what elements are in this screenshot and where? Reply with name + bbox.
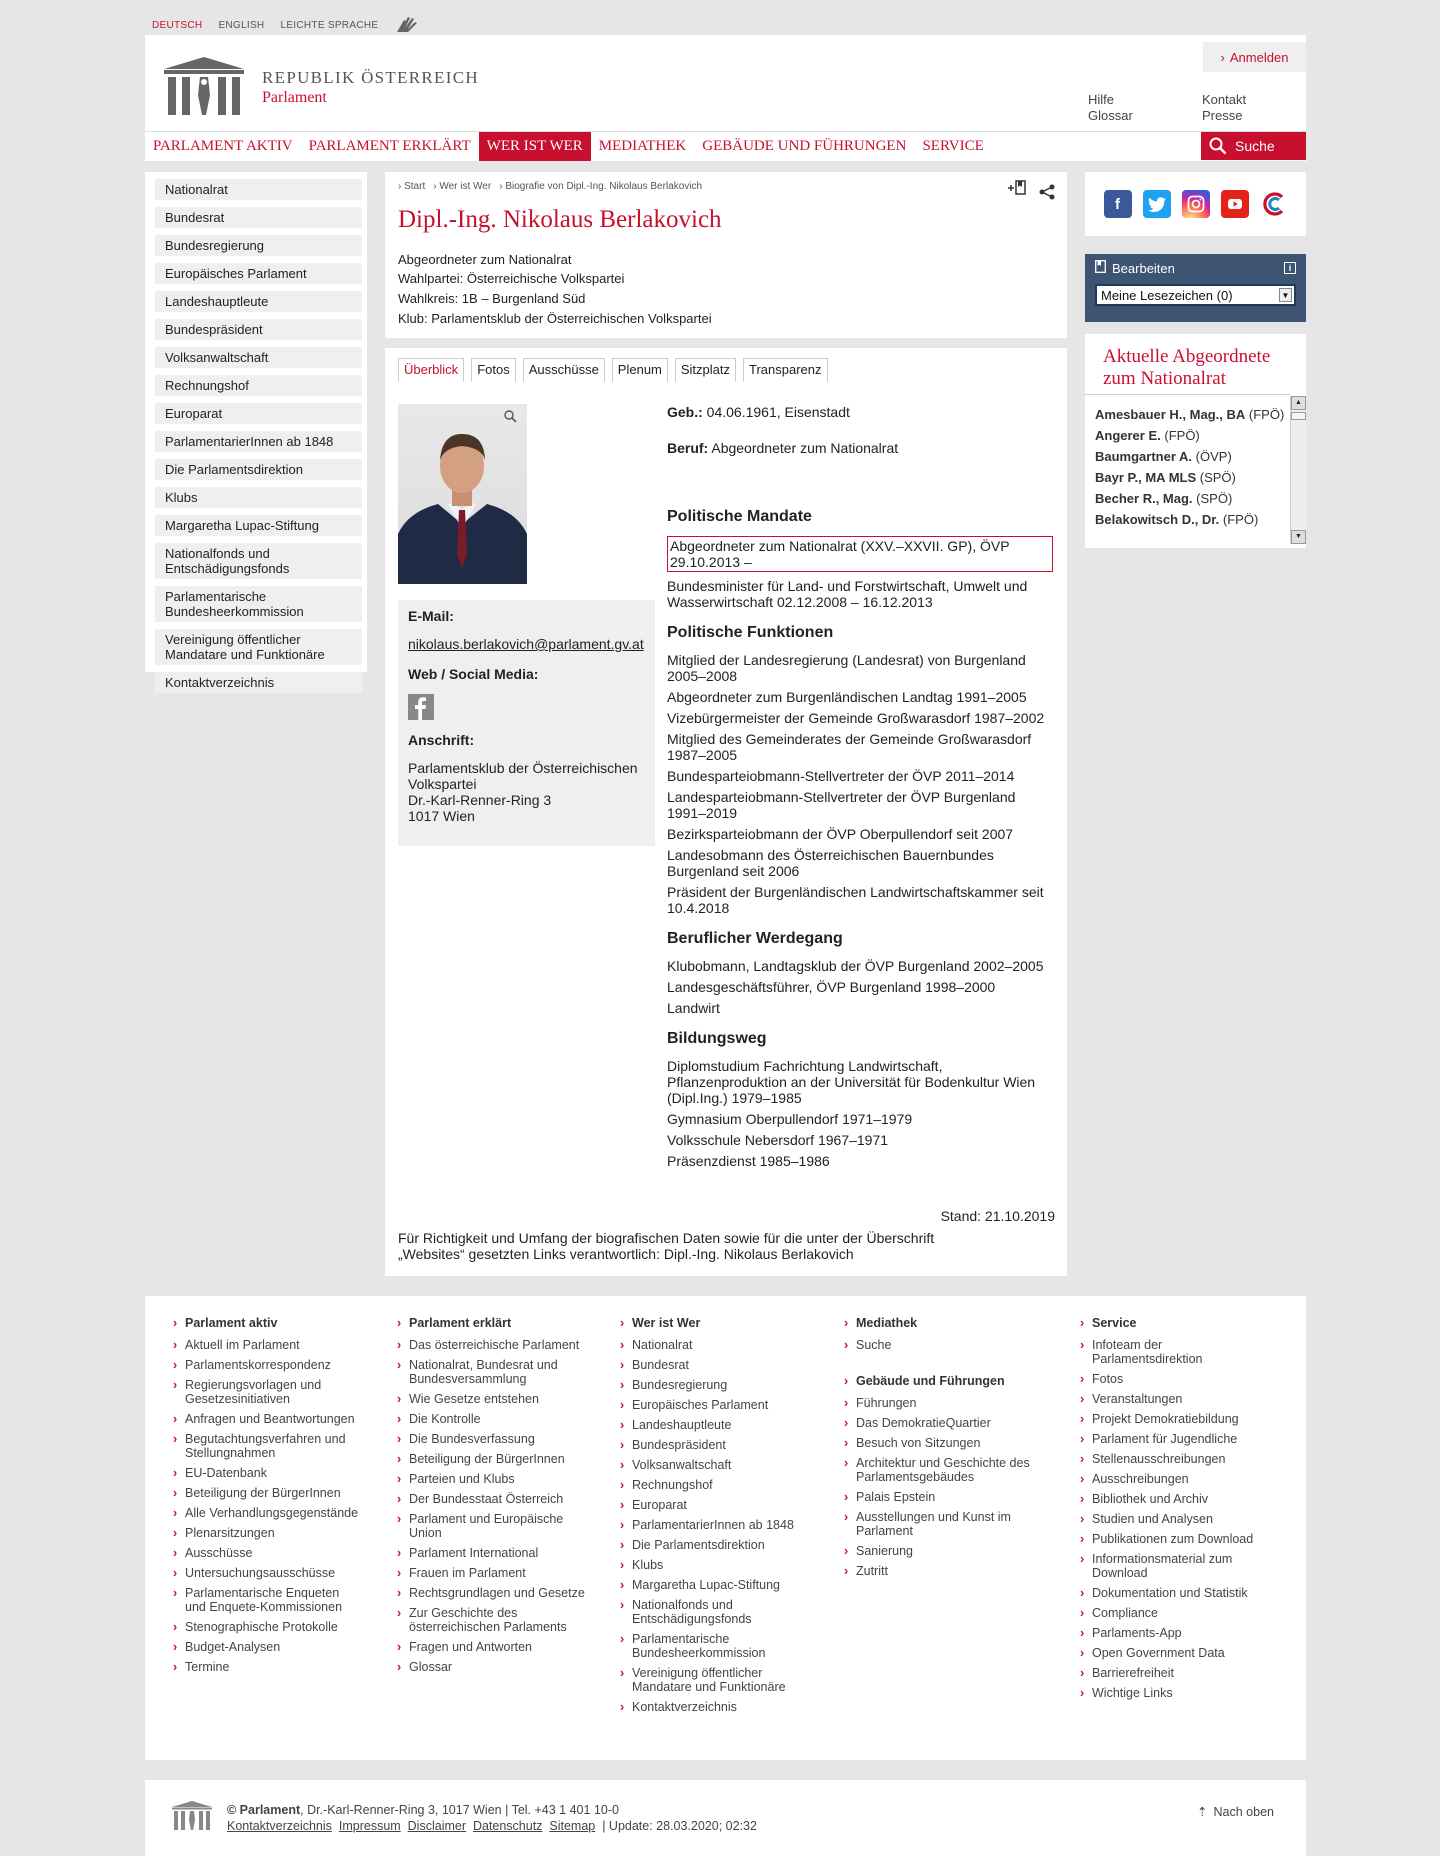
footer-link[interactable]: › Parlamentarische Enqueten und Enquete-Kommissionen: [173, 1586, 363, 1614]
sidebar-item-bundesrat[interactable]: Bundesrat: [155, 207, 362, 228]
update-info: | Update: 28.03.2020; 02:32: [602, 1819, 757, 1833]
logo-subtitle: Parlament: [262, 88, 327, 106]
sidebar-item-bundesheerkommission[interactable]: Parlamentarische Bundesheerkommission: [155, 586, 362, 622]
footer-link[interactable]: › Termine: [173, 1660, 363, 1674]
sign-language-icon[interactable]: [394, 14, 420, 37]
footer-imprint: [227, 1802, 757, 1834]
sidebar-item-europarat[interactable]: Europarat: [155, 403, 362, 424]
summary-club: Klub: Parlamentsklub der Österreichischen Volkspartei: [398, 311, 712, 326]
birth-info: Geb.: 04.06.1961, Eisenstadt: [667, 404, 850, 420]
edit-label[interactable]: Bearbeiten: [1112, 260, 1175, 276]
site-header: [145, 35, 1306, 161]
footer-heading[interactable]: › Parlament erklärt: [397, 1316, 587, 1330]
glossary-link[interactable]: Glossar: [1088, 108, 1133, 123]
footer-link-kontaktverzeichnis[interactable]: Kontaktverzeichnis: [227, 1819, 332, 1833]
help-link[interactable]: Hilfe: [1088, 92, 1115, 107]
lang-leichte-sprache[interactable]: LEICHTE SPRACHE: [280, 20, 379, 31]
footer-link[interactable]: › Nationalfonds und Entschädigungsfonds: [620, 1598, 810, 1626]
footer-link[interactable]: › Studien und Analysen: [1080, 1512, 1270, 1526]
bookmark-icon: [1095, 260, 1106, 276]
footer-heading[interactable]: › Mediathek: [844, 1316, 1034, 1330]
footer-link[interactable]: › Untersuchungsausschüsse: [173, 1566, 363, 1580]
footer-link[interactable]: › Parlament für Jugendliche: [1080, 1432, 1270, 1446]
nav-mediathek[interactable]: MEDIATHEK: [598, 138, 687, 154]
footer-link[interactable]: › Projekt Demokratiebildung: [1080, 1412, 1270, 1426]
nav-gebaeude-fuehrungen[interactable]: GEBÄUDE UND FÜHRUNGEN: [702, 138, 907, 154]
footer-link[interactable]: › Plenarsitzungen: [173, 1526, 363, 1540]
tab-ueberblick[interactable]: Überblick: [398, 358, 464, 382]
footer-sitemap: [145, 1296, 1306, 1760]
footer-link[interactable]: › Informationsmaterial zum Download: [1080, 1552, 1270, 1580]
twitter-icon[interactable]: [1143, 190, 1171, 218]
scroll-down-icon[interactable]: ▼: [1291, 530, 1306, 544]
footer-link[interactable]: › Suche: [844, 1338, 1034, 1352]
footer-link[interactable]: › Wie Gesetze entstehen: [397, 1392, 587, 1406]
scroll-thumb[interactable]: [1291, 412, 1306, 420]
nav-service[interactable]: SERVICE: [922, 138, 984, 154]
portrait-photo[interactable]: [398, 404, 527, 584]
function-item: Abgeordneter zum Burgenländischen Landtag 1991–2005: [667, 689, 1027, 705]
footer-link[interactable]: › Nationalrat: [620, 1338, 810, 1352]
education-item: Volksschule Nebersdorf 1967–1971: [667, 1132, 889, 1148]
address-label: Anschrift:: [408, 732, 475, 748]
list-item[interactable]: Belakowitsch D., Dr. (FPÖ): [1095, 512, 1259, 527]
footer-link[interactable]: › Das DemokratieQuartier: [844, 1416, 1034, 1430]
bookmarks-select[interactable]: Meine Lesezeichen (0) ▼: [1095, 284, 1296, 306]
list-item[interactable]: Amesbauer H., Mag., BA (FPÖ): [1095, 407, 1285, 422]
nav-wer-ist-wer[interactable]: WER IST WER: [479, 132, 591, 161]
sidebar-item-rechnungshof[interactable]: Rechnungshof: [155, 375, 362, 396]
footer-heading[interactable]: › Service: [1080, 1316, 1270, 1330]
function-item: Mitglied der Landesregierung (Landesrat) von Burgenland 2005–2008: [667, 652, 1026, 684]
footer-link[interactable]: › Palais Epstein: [844, 1490, 1034, 1504]
lang-deutsch[interactable]: DEUTSCH: [152, 20, 203, 31]
footer-link[interactable]: › Zutritt: [844, 1564, 1034, 1578]
footer-link-datenschutz[interactable]: Datenschutz: [472, 1819, 543, 1833]
members-list-scrollbar[interactable]: [1290, 396, 1306, 544]
footer-link[interactable]: › Parlamentskorrespondenz: [173, 1358, 363, 1372]
back-to-top-link[interactable]: ⇡ Nach oben: [1197, 1805, 1274, 1819]
breadcrumb: [398, 181, 702, 192]
footer-link[interactable]: › Frauen im Parlament: [397, 1566, 587, 1580]
footer-link[interactable]: › Beteiligung der BürgerInnen: [173, 1486, 363, 1500]
footer-link[interactable]: › Parlament International: [397, 1546, 587, 1560]
sidebar-item-vereinigung[interactable]: Vereinigung öffentlicher Mandatare und Funktionäre: [155, 629, 362, 665]
footer-link[interactable]: › Wichtige Links: [1080, 1686, 1270, 1700]
footer-link[interactable]: › EU-Datenbank: [173, 1466, 363, 1480]
footer-heading[interactable]: › Wer ist Wer: [620, 1316, 810, 1330]
section-politische-mandate: Politische Mandate: [667, 508, 812, 525]
education-item: Diplomstudium Fachrichtung Landwirtschaft, Pflanzenproduktion an der Universität für Bodenkultur Wien (Dipl.Ing.) 1979–1985: [667, 1058, 1036, 1106]
footer-link-sitemap[interactable]: Sitemap: [549, 1819, 596, 1833]
parliament-footer-logo-icon: [170, 1800, 214, 1835]
biography-sections: [667, 508, 1053, 1169]
email-link[interactable]: nikolaus.berlakovich@parlament.gv.at: [408, 636, 644, 652]
search-icon: [1209, 137, 1227, 155]
profile-body-panel: [385, 348, 1067, 1276]
logo-title: REPUBLIK ÖSTERREICH: [262, 67, 479, 87]
footer-link[interactable]: › Anfragen und Beantwortungen: [173, 1412, 363, 1426]
footer-link[interactable]: › Rechtsgrundlagen und Gesetze: [397, 1586, 587, 1600]
function-item: Landesobmann des Österreichischen Bauernbundes Burgenland seit 2006: [667, 847, 994, 879]
footer-link[interactable]: › Sanierung: [844, 1544, 1034, 1558]
footer-link[interactable]: › ParlamentarierInnen ab 1848: [620, 1518, 810, 1532]
footer-link[interactable]: › Europarat: [620, 1498, 810, 1512]
page-title: Dipl.-Ing. Nikolaus Berlakovich: [398, 206, 722, 233]
footer-link[interactable]: › Besuch von Sitzungen: [844, 1436, 1034, 1450]
function-item: Bundesparteiobmann-Stellvertreter der ÖVP 2011–2014: [667, 768, 1015, 784]
section-bildungsweg: Bildungsweg: [667, 1030, 767, 1047]
career-item: Landwirt: [667, 1000, 720, 1016]
footer-link[interactable]: › Rechnungshof: [620, 1478, 810, 1492]
sidebar-item-bundesregierung[interactable]: Bundesregierung: [155, 235, 362, 256]
mandate-item: Abgeordneter zum Nationalrat (XXV.–XXVII. GP), ÖVP 29.10.2013 –: [667, 536, 1053, 572]
sidebar-item-nationalrat[interactable]: Nationalrat: [155, 179, 362, 200]
summary-party: Wahlpartei: Österreichische Volkspartei: [398, 271, 625, 286]
main-navigation: [145, 131, 1306, 161]
members-list: [1085, 394, 1290, 542]
sidebar-item-europaeisches-parlament[interactable]: Europäisches Parlament: [155, 263, 362, 284]
footer-link[interactable]: › Bundesregierung: [620, 1378, 810, 1392]
email-label: E-Mail:: [408, 608, 454, 624]
list-item[interactable]: Angerer E. (FPÖ): [1095, 428, 1200, 443]
function-item: Landesparteiobmann-Stellvertreter der ÖVP Burgenland 1991–2019: [667, 789, 1016, 821]
list-item[interactable]: Bayr P., MA MLS (SPÖ): [1095, 470, 1236, 485]
footer-link[interactable]: › Landeshauptleute: [620, 1418, 810, 1432]
language-bar: [152, 14, 420, 37]
last-updated: Stand: 21.10.2019: [940, 1208, 1055, 1224]
footer-link[interactable]: › Infoteam der Parlamentsdirektion: [1080, 1338, 1270, 1366]
footer-link[interactable]: › Budget-Analysen: [173, 1640, 363, 1654]
footer-col-parlament-aktiv: [173, 1316, 363, 1680]
footer-link[interactable]: › Begutachtungsverfahren und Stellungnahmen: [173, 1432, 363, 1460]
sidebar-item-nationalfonds[interactable]: Nationalfonds und Entschädigungsfonds: [155, 543, 362, 579]
footer-link[interactable]: › Open Government Data: [1080, 1646, 1270, 1660]
footer-col-wer-ist-wer: [620, 1316, 810, 1720]
sidebar-item-landeshauptleute[interactable]: Landeshauptleute: [155, 291, 362, 312]
footer-link[interactable]: › Parlaments-App: [1080, 1626, 1270, 1640]
footer-col-mediathek: [844, 1316, 1034, 1584]
function-item: Mitglied des Gemeinderates der Gemeinde Großwarasdorf 1987–2005: [667, 731, 1032, 763]
address-line-1: Parlamentsklub der Österreichischen Volkspartei: [408, 760, 638, 792]
footer-link[interactable]: › Veranstaltungen: [1080, 1392, 1270, 1406]
contact-box: [398, 600, 655, 846]
breadcrumb-current: › Biografie von Dipl.-Ing. Nikolaus Berlakovich: [499, 181, 702, 192]
sidebar-item-volksanwaltschaft[interactable]: Volksanwaltschaft: [155, 347, 362, 368]
footer-link[interactable]: › Ausstellungen und Kunst im Parlament: [844, 1510, 1034, 1538]
footer-link[interactable]: › Compliance: [1080, 1606, 1270, 1620]
share-icon[interactable]: [1039, 184, 1055, 203]
footer-heading[interactable]: › Parlament aktiv: [173, 1316, 363, 1330]
footer-link[interactable]: › Bundesrat: [620, 1358, 810, 1372]
parliament-logo[interactable]: [160, 55, 479, 119]
zoom-icon[interactable]: [504, 410, 517, 426]
tab-plenum[interactable]: Plenum: [612, 358, 668, 382]
footer-link[interactable]: › Glossar: [397, 1660, 587, 1674]
education-item: Präsenzdienst 1985–1986: [667, 1153, 830, 1169]
footer-link[interactable]: › Beteiligung der BürgerInnen: [397, 1452, 587, 1466]
footer-link[interactable]: › Aktuell im Parlament: [173, 1338, 363, 1352]
footer-link[interactable]: › Ausschreibungen: [1080, 1472, 1270, 1486]
sidebar-item-parlamentsdirektion[interactable]: Die Parlamentsdirektion: [155, 459, 362, 480]
nav-parlament-aktiv[interactable]: PARLAMENT AKTIV: [153, 138, 293, 154]
footer-link[interactable]: › Bibliothek und Archiv: [1080, 1492, 1270, 1506]
profession-info: Beruf: Abgeordneter zum Nationalrat: [667, 440, 899, 456]
facebook-icon[interactable]: f: [1104, 190, 1132, 218]
sidebar-item-klubs[interactable]: Klubs: [155, 487, 362, 508]
footer-link[interactable]: › Ausschüsse: [173, 1546, 363, 1560]
profile-header-panel: [385, 172, 1067, 338]
youtube-icon[interactable]: [1221, 190, 1249, 218]
search-button[interactable]: Suche: [1201, 132, 1306, 160]
lang-english[interactable]: ENGLISH: [218, 20, 265, 31]
footer-link-impressum[interactable]: Impressum: [338, 1819, 401, 1833]
facebook-profile-icon[interactable]: [408, 694, 434, 720]
footer-link[interactable]: › Publikationen zum Download: [1080, 1532, 1270, 1546]
bookmark-edit-panel: [1085, 254, 1306, 322]
chevron-down-icon: ▼: [1279, 288, 1292, 302]
footer-link[interactable]: › Das österreichische Parlament: [397, 1338, 587, 1352]
mandate-item: Bundesminister für Land- und Forstwirtschaft, Umwelt und Wasserwirtschaft 02.12.2008 – 16.12.2013: [667, 578, 1028, 610]
footer-link[interactable]: › Führungen: [844, 1396, 1034, 1410]
address-phone: , Dr.-Karl-Renner-Ring 3, 1017 Wien | Tel. +43 1 401 10-0: [300, 1803, 619, 1817]
footer-link[interactable]: › Die Parlamentsdirektion: [620, 1538, 810, 1552]
press-link[interactable]: Presse: [1202, 108, 1243, 123]
left-sidebar: [145, 172, 367, 690]
footer-col-parlament-erklaert: [397, 1316, 587, 1680]
info-icon[interactable]: i: [1284, 262, 1296, 274]
nav-parlament-erklaert[interactable]: PARLAMENT ERKLÄRT: [308, 138, 471, 154]
footer-link[interactable]: › Parlamentarische Bundesheerkommission: [620, 1632, 810, 1660]
current-members-title[interactable]: Aktuelle Abgeordnete zum Nationalrat: [1103, 346, 1271, 389]
address-line-2: Dr.-Karl-Renner-Ring 3: [408, 792, 552, 808]
footer-link[interactable]: › Stellenausschreibungen: [1080, 1452, 1270, 1466]
scroll-up-icon[interactable]: ▲: [1291, 396, 1306, 410]
breadcrumb-wer-ist-wer[interactable]: › Wer ist Wer: [433, 181, 491, 192]
footer-link[interactable]: › Klubs: [620, 1558, 810, 1572]
sidebar-item-parlamentarierinnen[interactable]: ParlamentarierInnen ab 1848: [155, 431, 362, 452]
footer-link[interactable]: › Stenographische Protokolle: [173, 1620, 363, 1634]
function-item: Vizebürgermeister der Gemeinde Großwarasdorf 1987–2002: [667, 710, 1045, 726]
footer-link[interactable]: › Bundespräsident: [620, 1438, 810, 1452]
footer-link[interactable]: › Parlament und Europäische Union: [397, 1512, 587, 1540]
tab-fotos[interactable]: Fotos: [471, 358, 516, 382]
tab-sitzplatz[interactable]: Sitzplatz: [675, 358, 736, 382]
career-item: Landesgeschäftsführer, ÖVP Burgenland 1998–2000: [667, 979, 996, 995]
function-item: Präsident der Burgenländischen Landwirtschaftskammer seit 10.4.2018: [667, 884, 1044, 916]
footer-link[interactable]: › Parteien und Klubs: [397, 1472, 587, 1486]
footer-link[interactable]: › Regierungsvorlagen und Gesetzesinitiativen: [173, 1378, 363, 1406]
add-bookmark-icon[interactable]: [1007, 180, 1027, 199]
footer-link[interactable]: › Zur Geschichte des österreichischen Parlaments: [397, 1606, 587, 1634]
summary-role: Abgeordneter zum Nationalrat: [398, 252, 572, 267]
list-item[interactable]: Becher R., Mag. (SPÖ): [1095, 491, 1233, 506]
copyright: © Parlament: [227, 1803, 301, 1817]
instagram-icon[interactable]: [1182, 190, 1210, 218]
footer-link[interactable]: › Architektur und Geschichte des Parlamentsgebäudes: [844, 1456, 1034, 1484]
parliament-channel-icon[interactable]: [1260, 190, 1288, 218]
web-social-label: Web / Social Media:: [408, 666, 539, 682]
footer-link[interactable]: › Die Kontrolle: [397, 1412, 587, 1426]
profile-tabs: [398, 358, 828, 382]
social-media-panel: [1085, 172, 1306, 236]
contact-link[interactable]: Kontakt: [1202, 92, 1247, 107]
summary-constituency: Wahlkreis: 1B – Burgenland Süd: [398, 291, 586, 306]
login-button[interactable]: › Anmelden: [1203, 42, 1306, 72]
section-politische-funktionen: Politische Funktionen: [667, 624, 834, 641]
footer-link[interactable]: › Kontaktverzeichnis: [620, 1700, 810, 1714]
footer-col-service: [1080, 1316, 1270, 1706]
footer-heading[interactable]: › Gebäude und Führungen: [844, 1374, 1034, 1388]
sidebar-item-kontaktverzeichnis[interactable]: Kontaktverzeichnis: [155, 672, 362, 693]
footer-link[interactable]: › Barrierefreiheit: [1080, 1666, 1270, 1680]
education-item: Gymnasium Oberpullendorf 1971–1979: [667, 1111, 913, 1127]
footer-link[interactable]: › Alle Verhandlungsgegenstände: [173, 1506, 363, 1520]
function-item: Bezirksparteiobmann der ÖVP Oberpullendorf seit 2007: [667, 826, 1014, 842]
arrow-up-icon: ⇡: [1197, 1805, 1208, 1819]
footer-link[interactable]: › Dokumentation und Statistik: [1080, 1586, 1270, 1600]
footer-link[interactable]: › Volksanwaltschaft: [620, 1458, 810, 1472]
sidebar-item-lupac-stiftung[interactable]: Margaretha Lupac-Stiftung: [155, 515, 362, 536]
address-line-3: 1017 Wien: [408, 808, 475, 824]
footer-link[interactable]: › Nationalrat, Bundesrat und Bundesversammlung: [397, 1358, 587, 1386]
footer-link-disclaimer[interactable]: Disclaimer: [407, 1819, 466, 1833]
career-item: Klubobmann, Landtagsklub der ÖVP Burgenland 2002–2005: [667, 958, 1044, 974]
footer-link[interactable]: › Vereinigung öffentlicher Mandatare und Funktionäre: [620, 1666, 810, 1694]
sidebar-item-bundespraesident[interactable]: Bundespräsident: [155, 319, 362, 340]
footer-link[interactable]: › Die Bundesverfassung: [397, 1432, 587, 1446]
footer-link[interactable]: › Margaretha Lupac-Stiftung: [620, 1578, 810, 1592]
tab-ausschuesse[interactable]: Ausschüsse: [523, 358, 605, 382]
footer-link[interactable]: › Europäisches Parlament: [620, 1398, 810, 1412]
section-beruflicher-werdegang: Beruflicher Werdegang: [667, 930, 843, 947]
list-item[interactable]: Baumgartner A. (ÖVP): [1095, 449, 1232, 464]
responsibility-disclaimer: Für Richtigkeit und Umfang der biografischen Daten sowie für die unter der Überschrift „Websites“ gesetzten Links verantwortlich: Dipl.-Ing. Nikolaus Berlakovich: [398, 1230, 935, 1262]
footer-link[interactable]: › Fragen und Antworten: [397, 1640, 587, 1654]
footer-link[interactable]: › Fotos: [1080, 1372, 1270, 1386]
breadcrumb-start[interactable]: › Start: [398, 181, 425, 192]
bottom-bar: [145, 1780, 1306, 1856]
footer-link[interactable]: › Der Bundesstaat Österreich: [397, 1492, 587, 1506]
parliament-logo-icon: [160, 55, 248, 119]
tab-transparenz[interactable]: Transparenz: [743, 358, 828, 382]
current-members-panel: [1085, 334, 1306, 548]
